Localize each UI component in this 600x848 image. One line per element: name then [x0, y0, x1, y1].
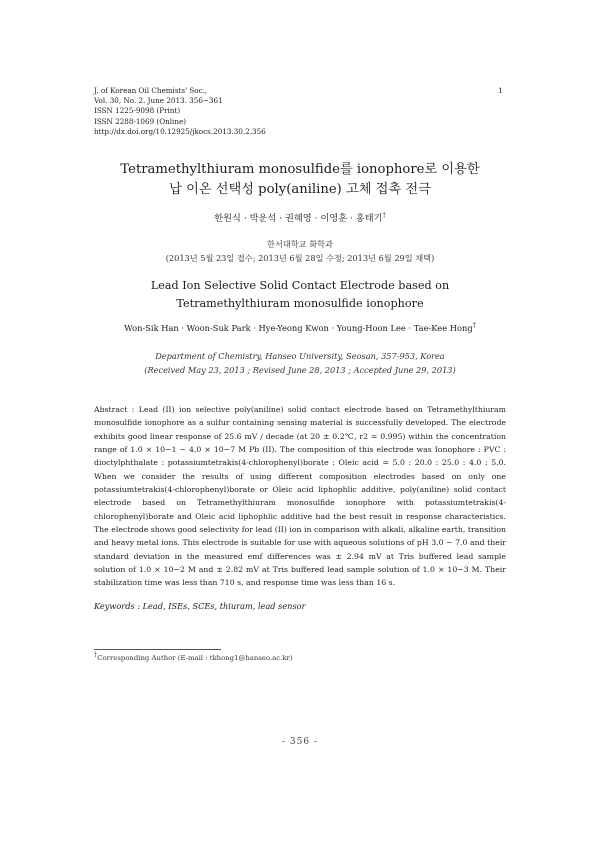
- footnote-mark: †: [94, 650, 98, 659]
- english-author-names: Won-Sik Han · Woon-Suk Park · Hye-Yeong Kwon · Young-Hoon Lee · Tae-Kee Hong: [124, 323, 473, 333]
- english-dates: (Received May 23, 2013 ; Revised June 28, 2013 ; Accepted June 29, 2013): [144, 365, 456, 375]
- english-title-line-1: Lead Ion Selective Solid Contact Electrode based on: [150, 279, 450, 292]
- english-title-line-2: Tetramethylthiuram monosulfide ionophore: [176, 297, 424, 310]
- page-number: - 356 -: [282, 737, 318, 747]
- abstract: [94, 403, 506, 590]
- journal-name: J. of Korean Oil Chemists' Soc.,: [94, 86, 208, 95]
- keywords: Keywords : Lead, ISEs, SCEs, thiuram, lead sensor: [94, 601, 306, 611]
- issn-online: ISSN 2288-1069 (Online): [94, 116, 187, 126]
- english-affiliation: Department of Chemistry, Hanseo University, Seosan, 357-953, Korea: [155, 351, 445, 361]
- english-authors: [40, 323, 560, 333]
- korean-title-line-1: Tetramethylthiuram monosulfide를 ionophore로 이용한: [120, 162, 480, 177]
- issn-print: ISSN 1225-9098 (Print): [94, 106, 181, 116]
- abstract-label: Abstract: [94, 405, 128, 414]
- korean-author-names: 한원식 · 박운석 · 권혜영 · 이영훈 · 홍태기: [214, 213, 383, 224]
- doi-link[interactable]: http://dx.doi.org/10.12925/jkocs.2013.30.2.356: [94, 126, 266, 136]
- footnote-divider: [94, 649, 221, 650]
- journal-volume: Vol. 30, No. 2. June 2013. 356~361: [94, 96, 223, 106]
- korean-authors: [40, 210, 560, 224]
- page-mark: 1: [498, 86, 503, 95]
- journal-info: [94, 86, 266, 137]
- abstract-text: : Lead (II) ion selective poly(aniline) solid contact electrode based on Tetramethylthiuram monosulfide ionophore as a sulfur containing sensing material is successfully developed. The electrode exhibits good linear response of 25.6 mV / decade (at 20 ± 0.2℃, r2 = 0.995) within the concentration range of 1.0 × 10−1 ~ 4.0 × 10−7 M Pb (II). The composition of this electrode was Ionophore : PVC : dioctylphthalate : potassiumtetrakis(4-chlorophenyl)borate : Oleic acid = 5.0 : 20.0 : 25.0 : 4.0 : 5.0. When we consider the results of using different composition electrodes based on only one potassiumtetrakis(4-chlorophenyl)borate or Oleic acid liphophlic additive, poly(aniline) solid contact electrode based on Tetramethylthiuram monosulfide ionophore with potassiumtetrakis(4-chlorophenyl)borate and Oleic acid liphophlic additive had the best result in response characteristics. The electrode shows good selectivity for lead (II) ion in comparison with alkali, alkaline earth, transition and heavy metal ions. This electrode is suitable for use with aqueous solutions of pH 3.0 ~ 7.0 and their standard deviation in the measured emf differences was ± 2.94 mV at Tris buffered lead sample solution of 1.0 × 10−2 M and ± 2.82 mV at Tris buffered lead sample solution of 1.0 × 10−3 M. Their stabilization time was less than 710 s, and response time was less than 16 s.: [94, 405, 506, 588]
- english-affiliation-block: [40, 349, 560, 377]
- corresponding-mark: †: [472, 321, 476, 330]
- korean-affiliation: 한서대학교 화학과: [267, 239, 333, 249]
- english-title: [40, 277, 560, 313]
- footnote-text: Corresponding Author (E-mail : tkhong1@hanseo.ac.kr): [97, 654, 293, 662]
- footnote: [94, 650, 293, 662]
- korean-title-line-2: 납 이온 선택성 poly(aniline) 고체 접촉 전극: [169, 182, 431, 197]
- korean-affiliation-block: [40, 237, 560, 265]
- korean-title: [40, 160, 560, 200]
- korean-dates: (2013년 5월 23일 접수; 2013년 6월 28일 수정; 2013년 6월 29일 채택): [165, 253, 435, 263]
- corresponding-mark: †: [382, 210, 386, 219]
